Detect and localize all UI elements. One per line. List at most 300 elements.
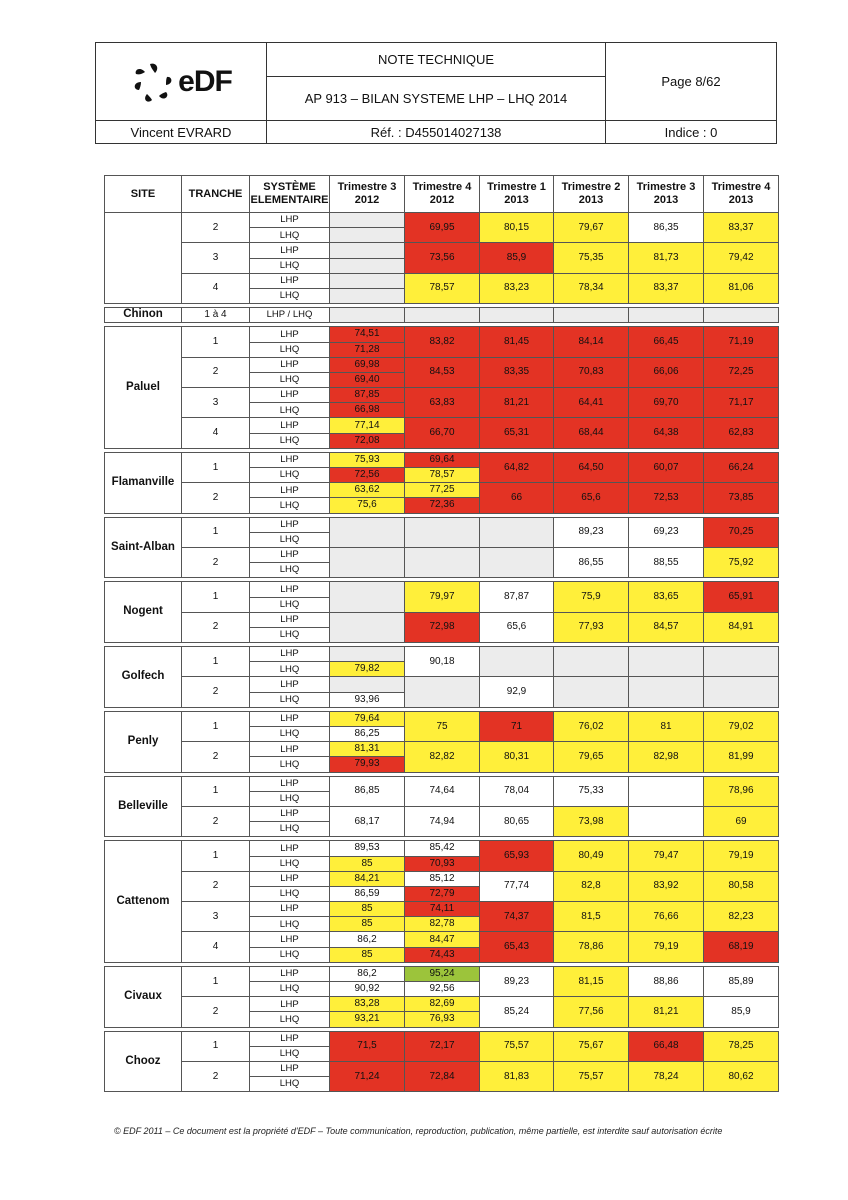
value-cell: 79,93: [330, 757, 405, 772]
system-cell: LHP / LHQ: [250, 308, 330, 323]
system-cell: LHP: [250, 711, 330, 726]
value-cell: 64,38: [629, 418, 704, 448]
document-header: [95, 42, 777, 144]
value-cell: 79,97: [405, 582, 480, 612]
value-cell: 60,07: [629, 452, 704, 482]
table-row: [105, 418, 779, 433]
value-cell: 85: [330, 902, 405, 917]
value-cell: 89,53: [330, 841, 405, 856]
value-cell: 89,23: [480, 966, 554, 996]
value-cell: [330, 308, 405, 323]
tranche-cell: 2: [182, 677, 250, 707]
system-cell: LHP: [250, 902, 330, 917]
table-row: [105, 1061, 779, 1076]
value-cell: 79,19: [704, 841, 779, 871]
value-cell: [330, 258, 405, 273]
system-cell: LHQ: [250, 258, 330, 273]
value-cell: 78,34: [554, 273, 629, 303]
value-cell: 92,56: [405, 982, 480, 997]
column-header: SYSTÈME ELEMENTAIRE: [250, 176, 330, 213]
value-cell: 79,82: [330, 662, 405, 677]
value-cell: [330, 243, 405, 258]
table-row: [105, 711, 779, 726]
value-cell: 72,53: [629, 483, 704, 513]
value-cell: 80,65: [480, 806, 554, 836]
indice: Indice : 0: [606, 121, 777, 144]
value-cell: 86,85: [330, 776, 405, 806]
value-cell: 74,11: [405, 902, 480, 917]
value-cell: [330, 288, 405, 303]
value-cell: 86,55: [554, 547, 629, 577]
value-cell: 66,24: [704, 452, 779, 482]
tranche-cell: 1: [182, 776, 250, 806]
value-cell: 73,56: [405, 243, 480, 273]
value-cell: 72,25: [704, 357, 779, 387]
system-cell: LHP: [250, 1031, 330, 1046]
table-row: [105, 452, 779, 467]
value-cell: 81,21: [480, 388, 554, 418]
value-cell: 83,92: [629, 871, 704, 901]
value-cell: 70,83: [554, 357, 629, 387]
value-cell: 86,59: [330, 886, 405, 901]
system-cell: LHQ: [250, 498, 330, 513]
value-cell: 71: [480, 711, 554, 741]
site-cell: Cattenom: [105, 841, 182, 963]
value-cell: 95,24: [405, 966, 480, 981]
table-row: [105, 647, 779, 662]
value-cell: 69,23: [629, 517, 704, 547]
value-cell: 85,89: [704, 966, 779, 996]
value-cell: 88,55: [629, 547, 704, 577]
value-cell: 81,06: [704, 273, 779, 303]
value-cell: 79,42: [704, 243, 779, 273]
value-cell: 69,98: [330, 357, 405, 372]
system-cell: LHP: [250, 806, 330, 821]
system-cell: LHQ: [250, 947, 330, 962]
value-cell: [330, 677, 405, 692]
value-cell: [480, 547, 554, 577]
value-cell: 72,56: [330, 468, 405, 483]
value-cell: 80,15: [480, 213, 554, 243]
value-cell: 84,21: [330, 871, 405, 886]
value-cell: 85,9: [704, 997, 779, 1027]
value-cell: 84,53: [405, 357, 480, 387]
value-cell: 69,40: [330, 372, 405, 387]
value-cell: 82,23: [704, 902, 779, 932]
value-cell: 64,82: [480, 452, 554, 482]
value-cell: 85,24: [480, 997, 554, 1027]
table-row: [105, 213, 779, 228]
value-cell: 87,85: [330, 388, 405, 403]
value-cell: 69,64: [405, 452, 480, 467]
value-cell: 71,24: [330, 1061, 405, 1091]
value-cell: 72,17: [405, 1031, 480, 1061]
value-cell: 69,95: [405, 213, 480, 243]
system-cell: LHP: [250, 1061, 330, 1076]
value-cell: 78,04: [480, 776, 554, 806]
system-cell: LHQ: [250, 288, 330, 303]
tranche-cell: 4: [182, 932, 250, 962]
system-cell: LHQ: [250, 757, 330, 772]
table-row: [105, 273, 779, 288]
value-cell: 84,14: [554, 327, 629, 357]
system-cell: LHP: [250, 243, 330, 258]
tranche-cell: 2: [182, 547, 250, 577]
tranche-cell: 1: [182, 966, 250, 996]
system-cell: LHP: [250, 452, 330, 467]
value-cell: 78,24: [629, 1061, 704, 1091]
value-cell: 65,6: [554, 483, 629, 513]
system-cell: LHQ: [250, 563, 330, 578]
value-cell: 77,93: [554, 612, 629, 642]
value-cell: 72,36: [405, 498, 480, 513]
table-row: [105, 308, 779, 323]
value-cell: 82,78: [405, 917, 480, 932]
table-row: [105, 483, 779, 498]
value-cell: [405, 547, 480, 577]
tranche-cell: 1 à 4: [182, 308, 250, 323]
system-cell: LHQ: [250, 886, 330, 901]
value-cell: 71,19: [704, 327, 779, 357]
system-cell: LHQ: [250, 342, 330, 357]
value-cell: 81,5: [554, 902, 629, 932]
value-cell: 72,84: [405, 1061, 480, 1091]
system-cell: LHQ: [250, 468, 330, 483]
site-cell: Civaux: [105, 966, 182, 1027]
column-header: Trimestre 4 2013: [704, 176, 779, 213]
system-cell: LHP: [250, 871, 330, 886]
tranche-cell: 2: [182, 357, 250, 387]
value-cell: 76,66: [629, 902, 704, 932]
site-cell: [105, 213, 182, 304]
value-cell: 65,93: [480, 841, 554, 871]
value-cell: 84,57: [629, 612, 704, 642]
value-cell: 66,06: [629, 357, 704, 387]
value-cell: [629, 647, 704, 677]
value-cell: 84,47: [405, 932, 480, 947]
value-cell: 92,9: [480, 677, 554, 707]
value-cell: 89,23: [554, 517, 629, 547]
column-header: Trimestre 2 2013: [554, 176, 629, 213]
value-cell: 75,67: [554, 1031, 629, 1061]
value-cell: 75,6: [330, 498, 405, 513]
value-cell: 86,2: [330, 966, 405, 981]
value-cell: 74,94: [405, 806, 480, 836]
value-cell: 70,93: [405, 856, 480, 871]
value-cell: 81,83: [480, 1061, 554, 1091]
value-cell: 69,70: [629, 388, 704, 418]
value-cell: 83,35: [480, 357, 554, 387]
value-cell: 82,69: [405, 997, 480, 1012]
table-row: [105, 1031, 779, 1046]
system-cell: LHQ: [250, 1077, 330, 1092]
system-cell: LHP: [250, 388, 330, 403]
tranche-cell: 2: [182, 806, 250, 836]
lhp-lhq-table: [104, 175, 779, 1092]
value-cell: 78,96: [704, 776, 779, 806]
system-cell: LHP: [250, 932, 330, 947]
site-cell: Flamanville: [105, 452, 182, 513]
value-cell: 77,25: [405, 483, 480, 498]
value-cell: 62,83: [704, 418, 779, 448]
value-cell: [330, 228, 405, 243]
value-cell: 85: [330, 947, 405, 962]
value-cell: [480, 517, 554, 547]
value-cell: 78,25: [704, 1031, 779, 1061]
value-cell: 79,19: [629, 932, 704, 962]
tranche-cell: 3: [182, 243, 250, 273]
value-cell: 73,98: [554, 806, 629, 836]
value-cell: 83,37: [629, 273, 704, 303]
value-cell: 68,44: [554, 418, 629, 448]
value-cell: 68,17: [330, 806, 405, 836]
table-header: [105, 176, 779, 213]
site-cell: Chooz: [105, 1031, 182, 1092]
tranche-cell: 2: [182, 871, 250, 901]
value-cell: 75,57: [554, 1061, 629, 1091]
tranche-cell: 1: [182, 841, 250, 871]
value-cell: 71,28: [330, 342, 405, 357]
site-cell: Paluel: [105, 327, 182, 449]
system-cell: LHP: [250, 213, 330, 228]
tranche-cell: 1: [182, 517, 250, 547]
value-cell: 81,45: [480, 327, 554, 357]
value-cell: 85,42: [405, 841, 480, 856]
value-cell: [330, 273, 405, 288]
value-cell: [405, 308, 480, 323]
value-cell: 86,2: [330, 932, 405, 947]
value-cell: 75,93: [330, 452, 405, 467]
system-cell: LHQ: [250, 597, 330, 612]
system-cell: LHQ: [250, 982, 330, 997]
logo-cell: [96, 43, 267, 121]
tranche-cell: 3: [182, 902, 250, 932]
value-cell: 85: [330, 856, 405, 871]
value-cell: 88,86: [629, 966, 704, 996]
page-number: Page 8/62: [606, 43, 777, 121]
tranche-cell: 1: [182, 647, 250, 677]
table-row: [105, 841, 779, 856]
column-header: SITE: [105, 176, 182, 213]
value-cell: 66: [480, 483, 554, 513]
value-cell: 66,48: [629, 1031, 704, 1061]
column-header: Trimestre 1 2013: [480, 176, 554, 213]
doc-type: NOTE TECHNIQUE: [267, 43, 606, 77]
tranche-cell: 4: [182, 273, 250, 303]
value-cell: [704, 677, 779, 707]
tranche-cell: 3: [182, 388, 250, 418]
value-cell: 68,19: [704, 932, 779, 962]
system-cell: LHP: [250, 997, 330, 1012]
table-row: [105, 517, 779, 532]
value-cell: [330, 517, 405, 547]
system-cell: LHP: [250, 966, 330, 981]
value-cell: 83,28: [330, 997, 405, 1012]
value-cell: 65,43: [480, 932, 554, 962]
value-cell: 71,17: [704, 388, 779, 418]
value-cell: 80,31: [480, 742, 554, 772]
value-cell: 70,25: [704, 517, 779, 547]
value-cell: 82,98: [629, 742, 704, 772]
value-cell: 66,98: [330, 403, 405, 418]
system-cell: LHQ: [250, 791, 330, 806]
value-cell: 73,85: [704, 483, 779, 513]
value-cell: 93,21: [330, 1012, 405, 1027]
tranche-cell: 2: [182, 1061, 250, 1091]
value-cell: 75,92: [704, 547, 779, 577]
site-cell: Nogent: [105, 582, 182, 643]
value-cell: 80,62: [704, 1061, 779, 1091]
value-cell: 74,37: [480, 902, 554, 932]
value-cell: 65,6: [480, 612, 554, 642]
system-cell: LHP: [250, 273, 330, 288]
value-cell: [330, 647, 405, 662]
system-cell: LHP: [250, 742, 330, 757]
column-header: Trimestre 4 2012: [405, 176, 480, 213]
table-row: [105, 243, 779, 258]
edf-logo: [96, 60, 266, 104]
system-cell: LHQ: [250, 917, 330, 932]
edf-logo-icon: [130, 60, 174, 104]
system-cell: LHP: [250, 327, 330, 342]
author: Vincent EVRARD: [96, 121, 267, 144]
value-cell: 93,96: [330, 692, 405, 707]
value-cell: [554, 677, 629, 707]
value-cell: 83,23: [480, 273, 554, 303]
system-cell: LHQ: [250, 856, 330, 871]
table-row: [105, 871, 779, 886]
system-cell: LHQ: [250, 627, 330, 642]
system-cell: LHP: [250, 841, 330, 856]
value-cell: 84,91: [704, 612, 779, 642]
value-cell: 72,08: [330, 433, 405, 448]
system-cell: LHP: [250, 582, 330, 597]
value-cell: [480, 647, 554, 677]
column-header: Trimestre 3 2013: [629, 176, 704, 213]
value-cell: 66,45: [629, 327, 704, 357]
value-cell: [704, 647, 779, 677]
column-header: Trimestre 3 2012: [330, 176, 405, 213]
value-cell: 81,99: [704, 742, 779, 772]
table-row: [105, 966, 779, 981]
tranche-cell: 1: [182, 711, 250, 741]
system-cell: LHP: [250, 776, 330, 791]
value-cell: 81,21: [629, 997, 704, 1027]
value-cell: 79,64: [330, 711, 405, 726]
doc-title: AP 913 – BILAN SYSTEME LHP – LHQ 2014: [267, 77, 606, 121]
value-cell: 72,98: [405, 612, 480, 642]
value-cell: 66,70: [405, 418, 480, 448]
value-cell: 78,86: [554, 932, 629, 962]
value-cell: 71,5: [330, 1031, 405, 1061]
value-cell: 75,57: [480, 1031, 554, 1061]
table-row: [105, 776, 779, 791]
value-cell: 76,93: [405, 1012, 480, 1027]
table-row: [105, 677, 779, 692]
table-row: [105, 357, 779, 372]
value-cell: 63,83: [405, 388, 480, 418]
value-cell: 74,51: [330, 327, 405, 342]
value-cell: [629, 776, 704, 806]
system-cell: LHQ: [250, 228, 330, 243]
value-cell: 79,02: [704, 711, 779, 741]
site-cell: Penly: [105, 711, 182, 772]
system-cell: LHQ: [250, 727, 330, 742]
copyright-footer: © EDF 2011 – Ce document est la propriété d'EDF – Toute communication, reproduction, publication, même partielle, est interdite sauf autorisation écrite: [114, 1126, 723, 1136]
value-cell: [704, 308, 779, 323]
tranche-cell: 2: [182, 213, 250, 243]
tranche-cell: 2: [182, 612, 250, 642]
site-cell: Golfech: [105, 647, 182, 708]
value-cell: 79,65: [554, 742, 629, 772]
value-cell: 79,67: [554, 213, 629, 243]
system-cell: LHQ: [250, 532, 330, 547]
system-cell: LHQ: [250, 1012, 330, 1027]
value-cell: [330, 612, 405, 642]
tranche-cell: 2: [182, 483, 250, 513]
column-header: TRANCHE: [182, 176, 250, 213]
value-cell: 83,82: [405, 327, 480, 357]
value-cell: [480, 308, 554, 323]
system-cell: LHQ: [250, 403, 330, 418]
table-row: [105, 742, 779, 757]
value-cell: 78,57: [405, 468, 480, 483]
value-cell: 80,49: [554, 841, 629, 871]
value-cell: [330, 213, 405, 228]
value-cell: 74,43: [405, 947, 480, 962]
tranche-cell: 1: [182, 452, 250, 482]
value-cell: 65,31: [480, 418, 554, 448]
value-cell: 81: [629, 711, 704, 741]
system-cell: LHQ: [250, 433, 330, 448]
value-cell: 76,02: [554, 711, 629, 741]
tranche-cell: 1: [182, 582, 250, 612]
value-cell: 82,82: [405, 742, 480, 772]
value-cell: 64,41: [554, 388, 629, 418]
value-cell: 79,47: [629, 841, 704, 871]
value-cell: [405, 517, 480, 547]
table-row: [105, 932, 779, 947]
system-cell: LHQ: [250, 1046, 330, 1061]
value-cell: [629, 677, 704, 707]
tranche-cell: 2: [182, 997, 250, 1027]
value-cell: 74,64: [405, 776, 480, 806]
table-row: [105, 612, 779, 627]
value-cell: 83,37: [704, 213, 779, 243]
table-row: [105, 997, 779, 1012]
value-cell: 78,57: [405, 273, 480, 303]
table-row: [105, 327, 779, 342]
system-cell: LHP: [250, 647, 330, 662]
system-cell: LHP: [250, 357, 330, 372]
value-cell: [330, 547, 405, 577]
tranche-cell: 2: [182, 742, 250, 772]
site-cell: Belleville: [105, 776, 182, 837]
value-cell: 82,8: [554, 871, 629, 901]
system-cell: LHQ: [250, 822, 330, 837]
value-cell: 69: [704, 806, 779, 836]
value-cell: 64,50: [554, 452, 629, 482]
value-cell: 77,56: [554, 997, 629, 1027]
value-cell: 65,91: [704, 582, 779, 612]
tranche-cell: 4: [182, 418, 250, 448]
site-cell: Saint-Alban: [105, 517, 182, 578]
value-cell: 75,9: [554, 582, 629, 612]
value-cell: 86,35: [629, 213, 704, 243]
system-cell: LHP: [250, 612, 330, 627]
value-cell: [629, 308, 704, 323]
value-cell: 77,14: [330, 418, 405, 433]
